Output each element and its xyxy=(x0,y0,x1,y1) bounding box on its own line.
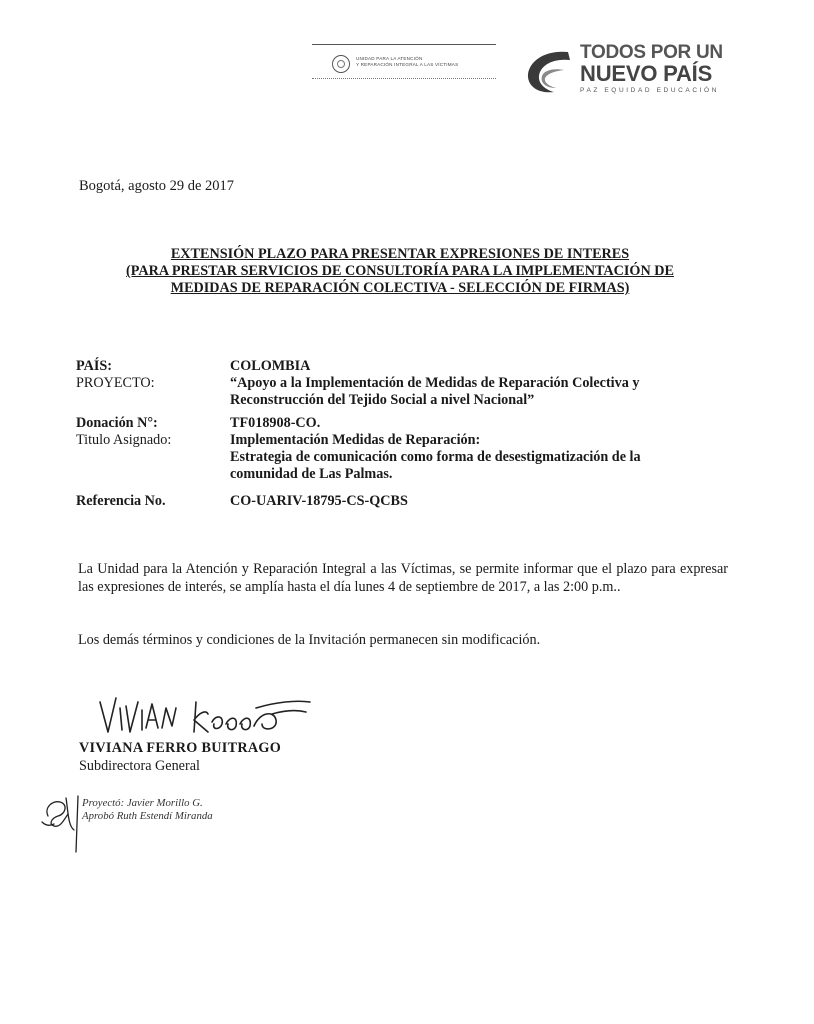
swoosh-icon xyxy=(524,46,576,98)
field-pais-value: COLOMBIA xyxy=(230,358,311,374)
unit-logo-line-2: Y REPARACIÓN INTEGRAL A LAS VÍCTIMAS xyxy=(356,62,459,67)
field-titulo-value xyxy=(230,432,710,483)
logo-bottom-rule xyxy=(312,78,496,79)
title-line-2: (PARA PRESTAR SERVICIOS DE CONSULTORÍA PARA LA IMPLEMENTACIÓN DE xyxy=(126,263,674,279)
body-paragraph-1: La Unidad para la Atención y Reparación Integral a las Víctimas, se permite informar que el plazo para expresar las expresiones de interés, se amplía hasta el día lunes 4 de septiembre de 2017, a las 2:00 p.m.. xyxy=(78,561,728,595)
logo-top-rule xyxy=(312,44,496,45)
unit-logo-line-1: UNIDAD PARA LA ATENCIÓN xyxy=(356,56,423,61)
gov-logo-line-2: NUEVO PAÍS xyxy=(580,61,713,86)
credits-proyecto: Proyectó: Javier Morillo G. xyxy=(82,797,203,809)
gov-logo-line-1: TODOS POR UN xyxy=(580,42,723,63)
title-line-1: EXTENSIÓN PLAZO PARA PRESENTAR EXPRESIONES DE INTERES xyxy=(170,246,630,262)
handwritten-signature xyxy=(96,688,316,744)
body-paragraph-2: Los demás términos y condiciones de la Invitación permanecen sin modificación. xyxy=(78,632,541,648)
todos-por-un-nuevo-pais-logo xyxy=(524,42,723,100)
field-titulo-label: Titulo Asignado: xyxy=(76,432,172,448)
field-donacion xyxy=(76,415,710,432)
field-proyecto xyxy=(76,375,710,409)
field-donacion-label: Donación N°: xyxy=(76,415,158,431)
field-referencia xyxy=(76,493,710,510)
field-donacion-value: TF018908-CO. xyxy=(230,415,321,431)
field-pais-label: PAÍS: xyxy=(76,358,112,374)
field-proyecto-value-line-2: Reconstrucción del Tejido Social a nivel Nacional” xyxy=(230,392,535,408)
signer-role: Subdirectora General xyxy=(79,758,200,774)
field-referencia-value: CO-UARIV-18795-CS-QCBS xyxy=(230,493,408,509)
field-proyecto-label: PROYECTO: xyxy=(76,375,155,391)
credits-aprobo: Aprobó Ruth Estendí Miranda xyxy=(82,810,213,822)
credits-block xyxy=(82,797,213,823)
field-titulo-value-line-1: Implementación Medidas de Reparación: xyxy=(230,432,481,448)
field-proyecto-value-line-1: “Apoyo a la Implementación de Medidas de Reparación Colectiva y xyxy=(230,375,640,391)
field-titulo-value-line-2: Estrategia de comunicación como forma de desestigmatización de la xyxy=(230,449,641,465)
project-fields xyxy=(76,358,710,510)
title-line-3: MEDIDAS DE REPARACIÓN COLECTIVA - SELECCIÓN DE FIRMAS) xyxy=(170,280,630,296)
field-titulo xyxy=(76,432,710,483)
signer-name: VIVIANA FERRO BUITRAGO xyxy=(79,740,282,756)
seal-icon xyxy=(332,55,350,73)
document-title xyxy=(70,246,730,297)
unit-logo-text xyxy=(356,56,458,68)
field-titulo-value-line-3: comunidad de Las Palmas. xyxy=(230,466,393,482)
handwritten-initials xyxy=(38,790,84,854)
unidad-victimas-logo xyxy=(312,44,496,80)
field-pais xyxy=(76,358,710,375)
field-referencia-label: Referencia No. xyxy=(76,493,166,509)
gov-logo-tagline: PAZ EQUIDAD EDUCACIÓN xyxy=(580,87,719,94)
letter-date: Bogotá, agosto 29 de 2017 xyxy=(79,178,235,194)
field-proyecto-value xyxy=(230,375,710,409)
